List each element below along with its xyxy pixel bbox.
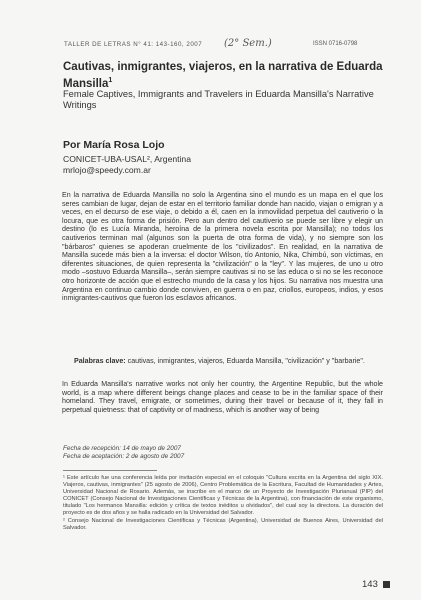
journal-header: TALLER DE LETRAS N° 41: 143-160, 2007: [64, 41, 203, 48]
article-title: [63, 61, 383, 91]
issn-header: ISSN 0716-0798: [313, 41, 358, 47]
footnote-1: ¹ Este artículo fue una conferencia leída por invitación especial en el coloquio "Cultura escrita en la Argentina del siglo XIX. Viajeros, cautivas, inmigrantes" (25 agosto de 2006), Centro Problemática de la Escritura, Facultad de Humanidades y Artes, Universidad Nacional de Rosario. Además, se inscribe en el marco de un Proyecto de Investigación Plurianual (PIP) del CONICET (Consejo Nacional de Investigaciones Científicas y Técnicas de la Argentina), con financiación de este organismo, titulado "Los hermanos Mansilla: edición y crítica de textos inéditos u olvidados", del cual soy la directora. La duración del proyecto es de dos años y se halla radicado en la Universidad del Salvador.: [63, 475, 383, 517]
keywords-text: cautivas, inmigrantes, viajeros, Eduarda Mansilla, "civilización" y "barbarie".: [127, 357, 365, 365]
title-footnote-marker: 1: [108, 77, 113, 84]
abstract-english: In Eduarda Mansilla's narrative works not only her country, the Argentine Republic, but the whole world, is a map where different beings change places and cease to be in the familiar space of their homeland. They travel, emigrate, or sometimes, during their travel or because of it, they fall in perpetual quietness: that of captivity or of madness, which is another way of being: [62, 380, 383, 414]
page-marker-square: [383, 581, 390, 588]
page-number: 143: [362, 579, 378, 590]
footnote-2: ² Consejo Nacional de Investigaciones Científicas y Técnicas (Argentina), Universidad de Buenos Aires, Universidad del Salvador.: [63, 517, 383, 531]
footnote-divider: [63, 470, 157, 471]
keywords-label: Palabras clave:: [74, 357, 126, 365]
article-subtitle: Female Captives, Immigrants and Travelers in Eduarda Mansilla's Narrative Writings: [63, 89, 374, 110]
handwritten-annotation: [223, 33, 279, 51]
date-received: Fecha de recepción: 14 de mayo de 2007: [63, 445, 181, 452]
author-name: Por María Rosa Lojo: [63, 139, 165, 151]
article-dates: [63, 445, 184, 461]
keywords: [62, 357, 383, 366]
author-email: mrlojo@speedy.com.ar: [63, 165, 151, 175]
abstract-spanish: En la narrativa de Eduarda Mansilla no solo la Argentina sino el mundo es un mapa en el que los seres cambian de lugar, dejan de estar en el territorio familiar donde han nacido, viajan o emigran y a veces, en el decurso de ese viaje, o debido a él, caen en la inmovilidad perpetua del cautiverio o la locura, que es otra forma de prisión. Pero aun dentro del cautiverio se puede ser libre y elegir un destino (lo es Lucía Miranda, heroína de la primera novela escrita por Mansilla); no todos los cautiverios terminan mal (algunos son la puerta de otra forma de vida), y no siempre son los "bárbaros" quienes se apoderan cruelmente de los "civilizados". En realidad, en la narrativa de Mansilla sucede más bien a la inversa: el doctor Wilson, tío Antonio, Nika, Chimbú, son víctimas, en diferentes situaciones, de quien representa la "civilización" o la "ley". Y las mujeres, de uno u otro modo –sostuvo Eduarda Mansilla–, serán siempre cautivas si no se las educa o si no se les reconoce otro horizonte de acción que el estrecho mundo de la casa y los hijos. Su narrativa nos muestra una Argentina en continuo cambio donde conviven, en guerra o en paz, criollos, europeos, indios, y esos inmigrantes-cautivos que fueron los esclavos africanos.: [62, 191, 383, 303]
author-affiliation: CONICET-UBA-USAL², Argentina: [63, 154, 191, 164]
date-accepted: Fecha de aceptación: 2 de agosto de 2007: [63, 453, 185, 460]
svg-text:(2° Sem.): (2° Sem.): [224, 38, 272, 49]
article-title-text: Cautivas, inmigrantes, viajeros, en la narrativa de Eduarda Mansilla: [63, 61, 383, 90]
footnotes: [63, 475, 383, 532]
